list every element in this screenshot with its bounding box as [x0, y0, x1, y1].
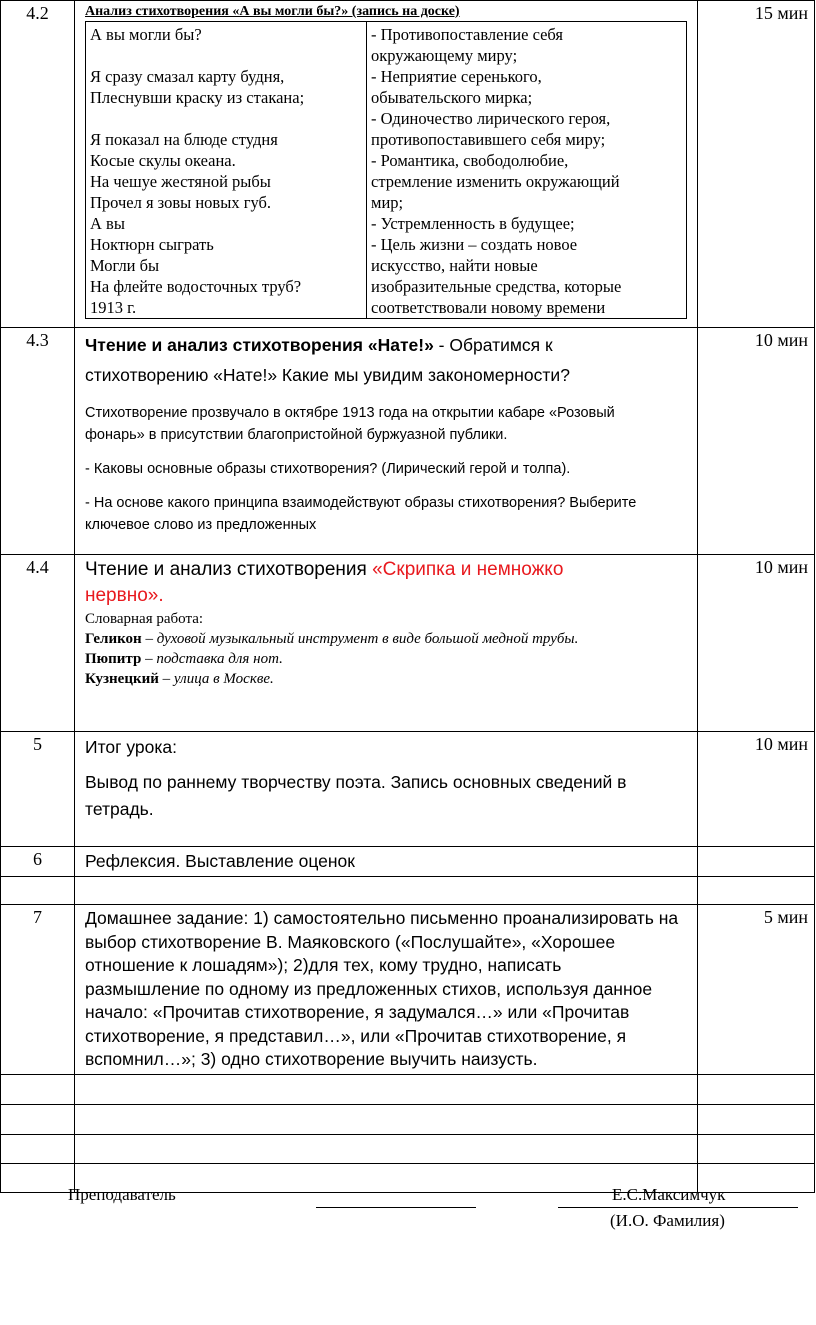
analysis-line: - Неприятие серенького, — [371, 67, 542, 86]
poem-line — [90, 108, 362, 129]
analysis-line: стремление изменить окружающий — [371, 172, 620, 191]
analysis-line: противопоставившего себя миру; — [371, 130, 606, 149]
table-row — [1, 1074, 815, 1104]
poem-line: Плеснувши краску из стакана; — [90, 88, 305, 107]
table-row — [1, 1134, 815, 1163]
poem-line: На флейте водосточных труб? — [90, 277, 302, 296]
step-time: 5 мин — [698, 905, 815, 1075]
analysis-line: изобразительные средства, которые — [371, 277, 622, 296]
table-row — [1, 1, 815, 328]
poem-line: А вы — [90, 214, 125, 233]
step-title: Итог урока: — [85, 737, 178, 757]
vocabulary-item: Пюпитр – подставка для нот. — [85, 651, 283, 667]
poem-cell — [86, 22, 367, 319]
step-title: Чтение и анализ стихотворения «Нате!» - Обратимся к стихотворению «Нате!» Какие мы увидим закономерности? — [85, 335, 570, 385]
analysis-line: искусство, найти новые — [371, 256, 538, 275]
homework-line: размышление по одному из предложенных стихов, используя данное — [85, 978, 653, 999]
analysis-line: окружающему миру; — [371, 46, 518, 65]
question: - На основе какого принципа взаимодействуют образы стихотворения? Выберите ключевое слово из предложенных — [85, 495, 637, 533]
analysis-text — [371, 24, 682, 318]
poem-text — [90, 24, 362, 318]
vocabulary-item: Геликон – духовой музыкальный инструмент в виде большой медной трубы. — [85, 631, 579, 647]
step-number: 6 — [1, 847, 75, 877]
homework-line: выбор стихотворение В. Маяковского («Послушайте», «Хорошее — [85, 931, 616, 952]
board-notes-table — [85, 21, 687, 319]
step-title-bold: Чтение и анализ стихотворения «Нате!» — [85, 335, 434, 355]
table-row — [1, 555, 815, 732]
poem-line: А вы могли бы? — [90, 25, 202, 44]
homework-line: начало: «Прочитав стихотворение, я задумался…» или «Прочитав — [85, 1002, 630, 1022]
homework-line: Домашнее задание: 1) самостоятельно письменно проанализировать на — [85, 908, 679, 928]
vocabulary-heading: Словарная работа: — [85, 611, 204, 627]
step-time: 10 мин — [698, 732, 815, 847]
step-number: 4.3 — [1, 328, 75, 555]
teacher-label: Преподаватель — [68, 1185, 176, 1204]
poem-line: Могли бы — [90, 256, 160, 275]
homework-line: стихотворение, я представил…», или «Прочитав стихотворение, я — [85, 1025, 627, 1046]
poem-line: 1913 г. — [90, 298, 137, 317]
step-time — [698, 847, 815, 877]
analysis-line: - Одиночество лирического героя, — [371, 109, 611, 128]
step-time: 10 мин — [698, 555, 815, 732]
step-number: 4.2 — [1, 1, 75, 328]
homework-line: вспомнил…»; 3) одно стихотворение выучить наизусть. — [85, 1049, 538, 1069]
analysis-line: обывательского мирка; — [371, 88, 533, 107]
table-row — [1, 847, 815, 877]
poem-line: Я показал на блюде студня — [90, 130, 278, 149]
step-time: 15 мин — [698, 1, 815, 328]
teacher-name: Е.С.Максимчук — [612, 1185, 726, 1204]
step-number: 7 — [1, 905, 75, 1075]
table-row — [1, 1104, 815, 1134]
question: - Каковы основные образы стихотворения? (Лирический герой и толпа). — [85, 461, 571, 477]
analysis-line: - Цель жизни – создать новое — [371, 235, 578, 254]
poem-line — [90, 45, 362, 66]
step-title: Рефлексия. Выставление оценок — [85, 851, 355, 871]
step-time: 10 мин — [698, 328, 815, 555]
name-underline — [558, 1207, 798, 1208]
analysis-line: - Романтика, свободолюбие, — [371, 151, 569, 170]
paragraph: Стихотворение прозвучало в октябре 1913 года на открытии кабаре «Розовый фонарь» в присутствии благопристойной буржуазной публики. — [85, 405, 615, 443]
paragraph: Вывод по раннему творчеству поэта. Запись основных сведений в тетрадь. — [85, 772, 627, 819]
signature-line — [316, 1207, 476, 1208]
table-row — [1, 877, 815, 905]
step-number: 4.4 — [1, 555, 75, 732]
poem-line: На чешуе жестяной рыбы — [90, 172, 271, 191]
analysis-cell — [367, 22, 687, 319]
poem-line: Ноктюрн сыграть — [90, 235, 214, 254]
table-row — [1, 328, 815, 555]
name-caption: (И.О. Фамилия) — [610, 1211, 725, 1230]
poem-line: Косые скулы океана. — [90, 151, 236, 170]
analysis-line: мир; — [371, 193, 404, 212]
poem-title-highlight: «Скрипка и немножко — [372, 559, 564, 580]
poem-line: Прочел я зовы новых губ. — [90, 193, 272, 212]
table-row — [1, 905, 815, 1075]
vocabulary-item: Кузнецкий – улица в Москве. — [85, 671, 274, 687]
table-row — [1, 732, 815, 847]
poem-line: Я сразу смазал карту будня, — [90, 67, 285, 86]
step-title: Чтение и анализ стихотворения «Скрипка и немножко нервно». — [85, 559, 564, 606]
homework-line: отношение к лошадям»); 2)для тех, кому трудно, написать — [85, 955, 562, 975]
step-number: 5 — [1, 732, 75, 847]
step-title: Анализ стихотворения «А вы могли бы?» (запись на доске) — [85, 4, 460, 19]
homework-text — [85, 907, 689, 1072]
analysis-line: соответствовали новому времени — [371, 298, 606, 317]
analysis-line: - Устремленность в будущее; — [371, 214, 575, 233]
analysis-line: - Противопоставление себя — [371, 25, 563, 44]
